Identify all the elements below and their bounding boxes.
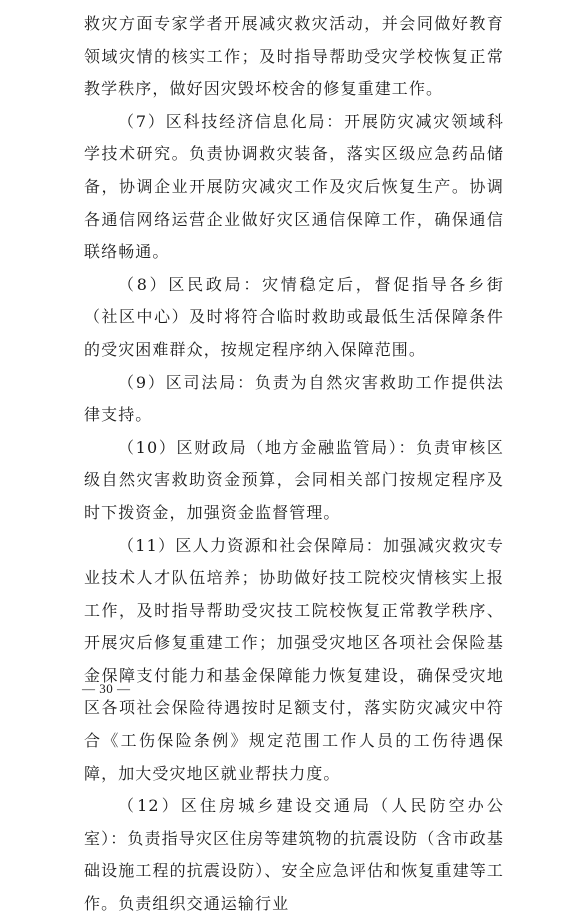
document-body — [84, 8, 504, 921]
paragraph-civil-affairs-bureau: （8）区民政局：灾情稳定后，督促指导各乡街（社区中心）及时将符合临时救助或最低生活保障条件的受灾困难群众，按规定程序纳入保障范围。 — [84, 274, 504, 359]
paragraph-human-resources-bureau: （11）区人力资源和社会保障局：加强减灾救灾专业技术人才队伍培养；协助做好技工院校灾情核实上报工作，及时指导帮助受灾技工院校恢复正常教学秩序、开展灾后修复重建工作；加强受灾地区各项社会保险基金保障支付能力和基金保障能力恢复建设，确保受灾地区各项社会保险待遇按时足额支付，落实防灾减灾中符合《工伤保险条例》规定范围工作人员的工伤待遇保障，加大受灾地区就业帮扶力度。 — [84, 535, 504, 783]
paragraph-finance-bureau: （10）区财政局（地方金融监管局）：负责审核区级自然灾害救助资金预算，会同相关部门按规定程序及时下拨资金，加强资金监督管理。 — [84, 437, 504, 522]
paragraph-housing-construction-bureau: （12）区住房城乡建设交通局（人民防空办公室）：负责指导灾区住房等建筑物的抗震设防（含市政基础设施工程的抗震设防）、安全应急评估和恢复重建等工作。负责组织交通运输行业 — [84, 796, 504, 914]
paragraph-education-continued: 救灾方面专家学者开展减灾救灾活动，并会同做好教育领域灾情的核实工作；及时指导帮助受灾学校恢复正常教学秩序，做好因灾毁坏校舍的修复重建工作。 — [84, 14, 504, 99]
page-number: — 30 — — [82, 681, 131, 696]
paragraph-justice-bureau: （9）区司法局：负责为自然灾害救助工作提供法律支持。 — [84, 372, 504, 425]
paragraph-science-bureau: （7）区科技经济信息化局：开展防灾减灾领域科学技术研究。负责协调救灾装备，落实区级应急药品储备，协调企业开展防灾减灾工作及灾后恢复生产。协调各通信网络运营企业做好灾区通信保障工作，确保通信联络畅通。 — [84, 111, 504, 262]
